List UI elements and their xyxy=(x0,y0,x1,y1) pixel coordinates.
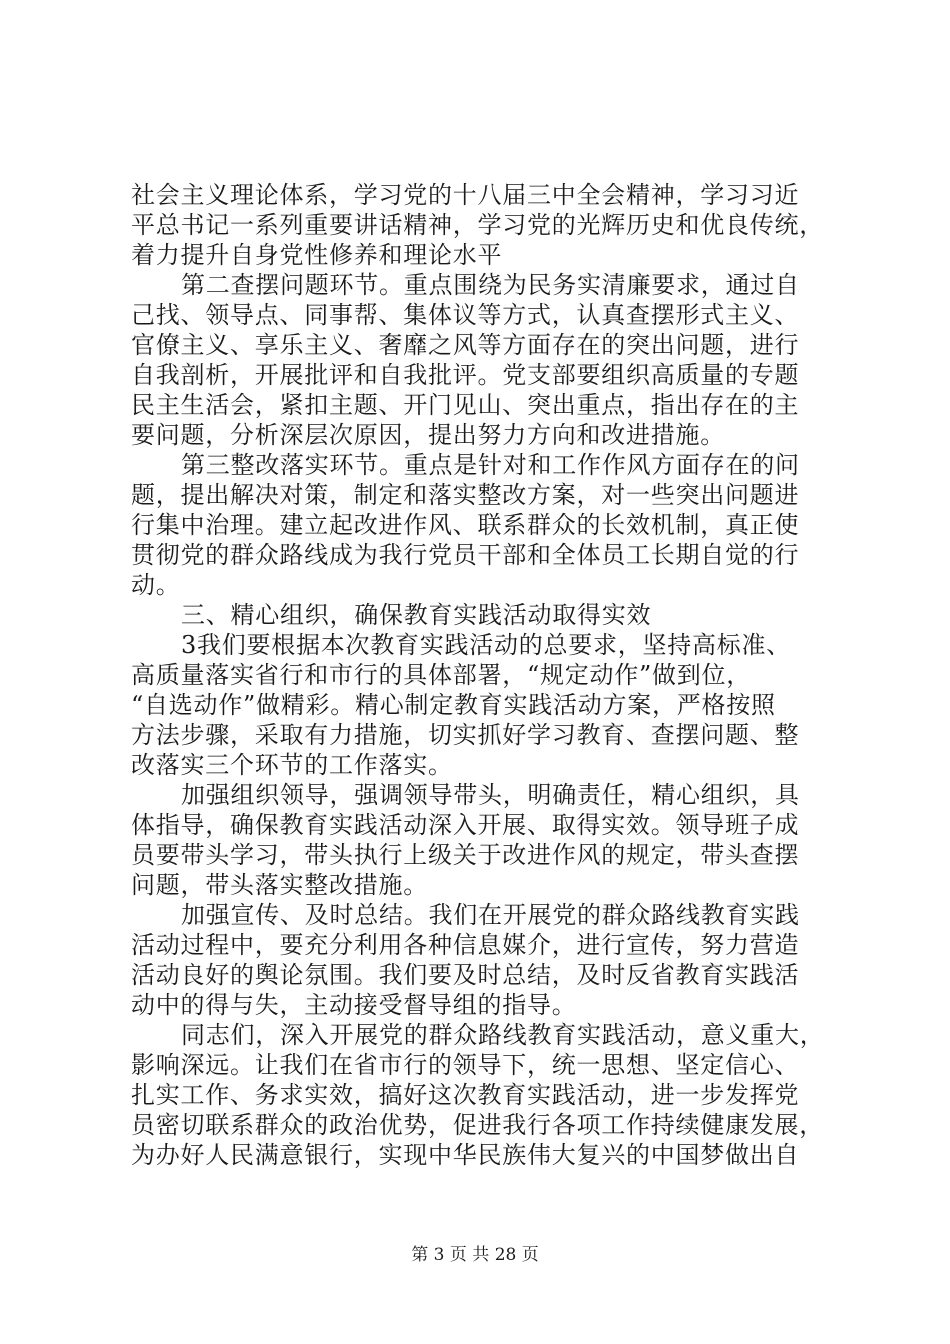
text-line: 题，提出解决对策，制定和落实整改方案，对一些突出问题进 xyxy=(131,481,800,509)
text-line: 扎实工作、务求实效，搞好这次教育实践活动，进一步发挥党 xyxy=(131,1081,800,1109)
text-line: 活动良好的舆论氛围。我们要及时总结，及时反省教育实践活 xyxy=(131,961,800,989)
text-line: 着力提升自身党性修养和理论水平 xyxy=(131,241,503,269)
text-line: 员要带头学习，带头执行上级关于改进作风的规定，带头查摆 xyxy=(131,841,800,869)
text-line: 自我剖析，开展批评和自我批评。党支部要组织高质量的专题 xyxy=(131,361,800,389)
text-line: 改落实三个环节的工作落实。 xyxy=(131,751,453,779)
text-line: “自选动作”做精彩。精心制定教育实践活动方案，严格按照 xyxy=(131,691,776,719)
paragraph-first-line: 加强组织领导，强调领导带头，明确责任，精心组织，具 xyxy=(181,781,800,809)
text-line: 己找、领导点、同事帮、集体议等方式，认真查摆形式主义、 xyxy=(131,301,800,329)
paragraph-first-line: 第三整改落实环节。重点是针对和工作作风方面存在的问 xyxy=(181,451,800,479)
text-line: 官僚主义、享乐主义、奢靡之风等方面存在的突出问题，进行 xyxy=(131,331,800,359)
paragraph-first-line: 第二查摆问题环节。重点围绕为民务实清廉要求，通过自 xyxy=(181,271,800,299)
text-line: 要问题，分析深层次原因，提出努力方向和改进措施。 xyxy=(131,421,725,449)
text-line: 问题，带头落实整改措施。 xyxy=(131,871,428,899)
text-line: 行集中治理。建立起改进作风、联系群众的长效机制，真正使 xyxy=(131,511,800,539)
text-line: 活动过程中，要充分利用各种信息媒介，进行宣传，努力营造 xyxy=(131,931,800,959)
document-body xyxy=(131,180,831,1170)
text-line: 动中的得与失，主动接受督导组的指导。 xyxy=(131,991,577,1019)
text-line: 高质量落实省行和市行的具体部署，“规定动作”做到位， xyxy=(131,661,752,689)
text-line: 民主生活会，紧扣主题、开门见山、突出重点，指出存在的主 xyxy=(131,391,800,419)
text-line: 社会主义理论体系，学习党的十八届三中全会精神，学习习近 xyxy=(131,181,800,209)
text-line: 动。 xyxy=(131,571,181,599)
text-line: 员密切联系群众的政治优势，促进我行各项工作持续健康发展， xyxy=(131,1111,824,1139)
text-line: 方法步骤，采取有力措施，切实抓好学习教育、查摆问题、整 xyxy=(131,721,800,749)
paragraph-first-line: 加强宣传、及时总结。我们在开展党的群众路线教育实践 xyxy=(181,901,800,929)
text-line: 体指导，确保教育实践活动深入开展、取得实效。领导班子成 xyxy=(131,811,800,839)
text-line: 影响深远。让我们在省市行的领导下，统一思想、坚定信心、 xyxy=(131,1051,800,1079)
text-line: 为办好人民满意银行，实现中华民族伟大复兴的中国梦做出自 xyxy=(131,1141,800,1169)
paragraph-first-line: 三、精心组织，确保教育实践活动取得实效 xyxy=(181,601,652,629)
paragraph-first-line: 同志们，深入开展党的群众路线教育实践活动，意义重大， xyxy=(181,1021,825,1049)
text-line: 平总书记一系列重要讲话精神，学习党的光辉历史和优良传统， xyxy=(131,211,824,239)
paragraph-first-line: 3我们要根据本次教育实践活动的总要求，坚持高标准、 xyxy=(181,631,792,659)
text-line: 贯彻党的群众路线成为我行党员干部和全体员工长期自觉的行 xyxy=(131,541,800,569)
page-footer: 第 3 页 共 28 页 xyxy=(411,1245,539,1265)
